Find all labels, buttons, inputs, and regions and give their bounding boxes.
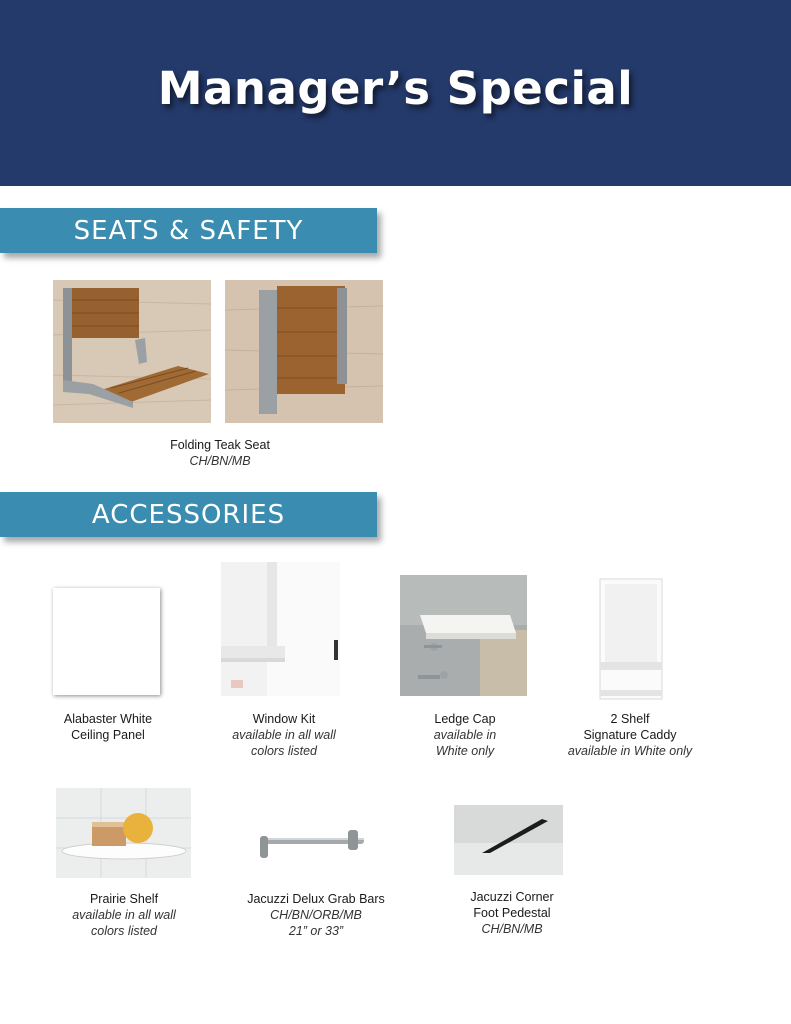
product-finish-grab-bars: CH/BN/ORB/MB (270, 908, 362, 922)
product-type-ceiling-panel: Ceiling Panel (71, 728, 145, 742)
foot-pedestal-image (454, 805, 563, 875)
product-name-foot-pedestal-line1: Jacuzzi Corner (470, 890, 554, 904)
signature-caddy-image (599, 578, 663, 700)
teak-seat-open-image (53, 280, 211, 423)
product-finish-teak-seat: CH/BN/MB (189, 454, 251, 468)
product-sizes-grab-bars: 21” or 33” (288, 924, 344, 938)
product-name-foot-pedestal-line2: Foot Pedestal (473, 906, 551, 920)
product-finish-foot-pedestal: CH/BN/MB (481, 922, 543, 936)
grab-bar-image (250, 822, 380, 862)
section-banner-accessories (0, 492, 377, 537)
product-note1-prairie-shelf: available in all wall (72, 908, 176, 922)
product-name-caddy-line2: Signature Caddy (583, 728, 677, 742)
section-banner-seats-safety (0, 208, 377, 253)
header-band (0, 0, 791, 186)
caption-window-kit (209, 711, 359, 759)
product-name-grab-bars: Jacuzzi Delux Grab Bars (247, 892, 385, 906)
product-note2-prairie-shelf: colors listed (91, 924, 157, 938)
section-title-seats-safety: SEATS & SAFETY (73, 216, 304, 246)
teak-seat-folded-image (225, 280, 383, 423)
caption-ledge-cap (395, 711, 535, 759)
product-note1-ledge-cap: available in (433, 728, 497, 742)
caption-grab-bars (236, 891, 396, 939)
window-kit-image (221, 562, 340, 696)
product-name-ceiling-panel: Alabaster White (63, 712, 153, 726)
product-name-caddy-line1: 2 Shelf (610, 712, 650, 726)
ledge-cap-image (400, 575, 527, 696)
caption-folding-teak-seat (140, 437, 300, 469)
caption-foot-pedestal (442, 889, 582, 937)
product-name-ledge-cap: Ledge Cap (434, 712, 496, 726)
product-name-prairie-shelf: Prairie Shelf (89, 892, 159, 906)
caption-signature-caddy (550, 711, 710, 759)
product-note2-window-kit: colors listed (251, 744, 317, 758)
product-note2-ledge-cap: White only (435, 744, 495, 758)
product-note-caddy: available in White only (567, 744, 693, 758)
product-note1-window-kit: available in all wall (232, 728, 336, 742)
page-title: Manager’s Special (157, 62, 634, 115)
product-name-window-kit: Window Kit (252, 712, 316, 726)
caption-prairie-shelf (49, 891, 199, 939)
product-name-teak-seat: Folding Teak Seat (170, 438, 270, 452)
section-title-accessories: ACCESSORIES (91, 500, 286, 530)
ceiling-panel-image (53, 588, 160, 695)
caption-ceiling-panel (38, 711, 178, 743)
prairie-shelf-image (56, 788, 191, 878)
